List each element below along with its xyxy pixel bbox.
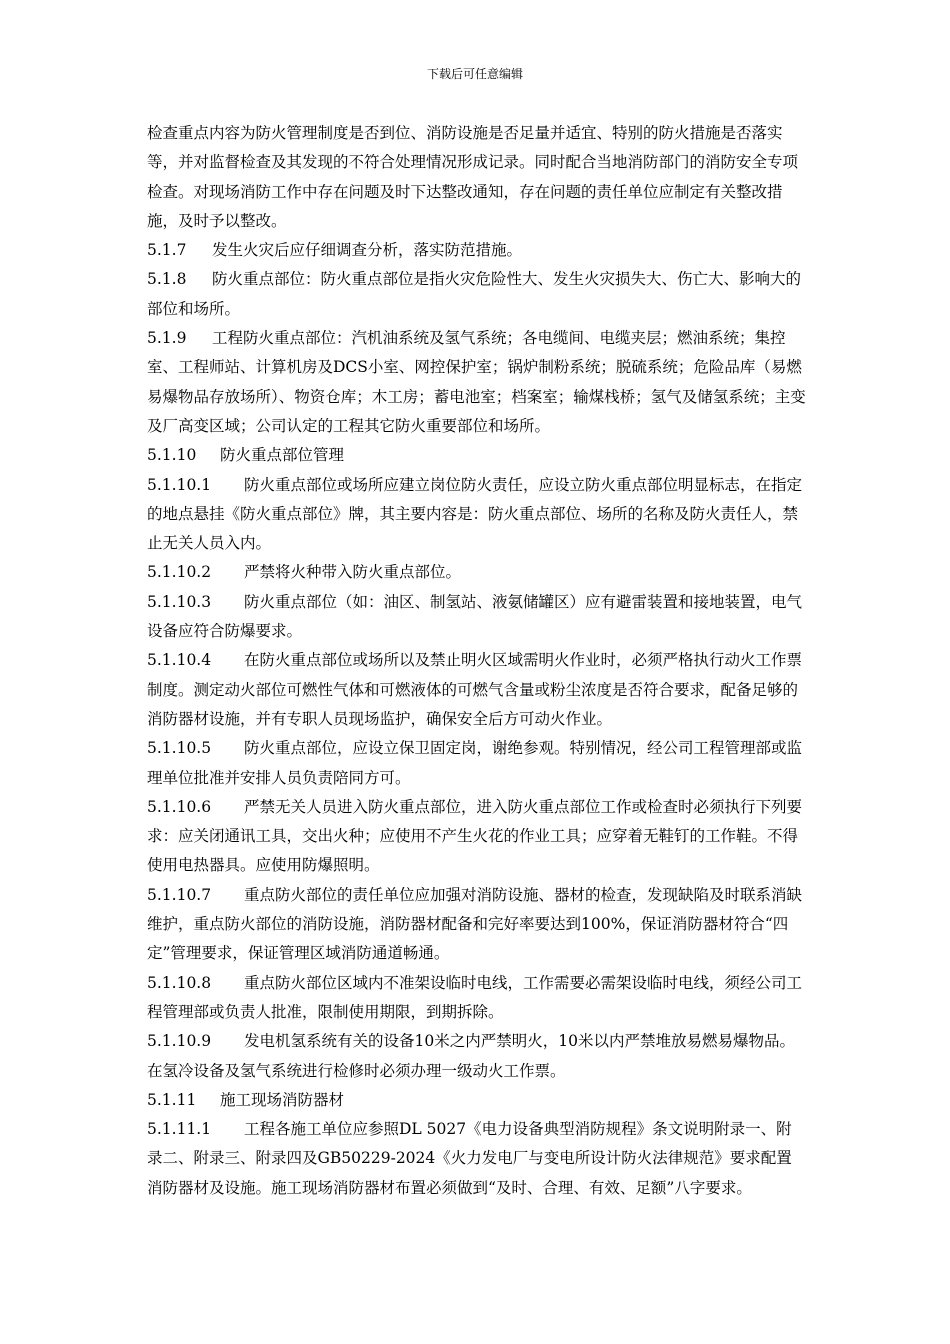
clause-text: 发生火灾后应仔细调查分析，落实防范措施。 <box>212 241 523 260</box>
clause-text: 在防火重点部位或场所以及禁止明火区域需明火作业时，必须严格执行动火工作票制度。测定动火部位可燃性气体和可燃液体的可燃气含量或粉尘浓度是否符合要求，配备足够的消防器材设施，并有专职人员现场监护，确保安全后方可动火作业。 <box>147 651 803 728</box>
clause-number: 5.1.11.1 <box>147 1120 212 1139</box>
clause <box>147 265 807 324</box>
clause <box>147 588 807 647</box>
clause-text: 防火重点部位：防火重点部位是指火灾危险性大、发生火灾损失大、伤亡大、影响大的部位和场所。 <box>147 270 802 318</box>
page-header: 下载后可任意编辑 <box>426 67 523 81</box>
clause <box>147 793 807 881</box>
clause-text: 重点防火部位区域内不准架设临时电线，工作需要必需架设临时电线，须经公司工程管理部或负责人批准，限制使用期限，到期拆除。 <box>147 973 803 1021</box>
clause-number: 5.1.7 <box>147 241 187 260</box>
clause <box>147 1115 807 1203</box>
clause-text: 防火重点部位或场所应建立岗位防火责任，应设立防火重点部位明显标志，在指定的地点悬挂《防火重点部位》牌，其主要内容是：防火重点部位、场所的名称及防火责任人，禁止无关人员入内。 <box>147 475 803 553</box>
clause-number: 5.1.10.8 <box>147 973 212 992</box>
paragraph-text: 检查重点内容为防火管理制度是否到位、消防设施是否足量并适宜、特别的防火措施是否落实等，并对监督检查及其发现的不符合处理情况形成记录。同时配合当地消防部门的消防安全专项检查。对现场消防工作中存在问题及时下达整改通知，存在问题的责任单位应制定有关整改措施，及时予以整改。 <box>147 124 799 230</box>
clause-number: 5.1.10.1 <box>147 475 212 494</box>
clause <box>147 558 807 587</box>
clause <box>147 734 807 793</box>
section-heading <box>147 441 807 470</box>
clause-text: 重点防火部位的责任单位应加强对消防设施、器材的检查，发现缺陷及时联系消缺维护，重点防火部位的消防设施，消防器材配备和完好率要达到100%，保证消防器材符合“四定”管理要求，保证管理区域消防通道畅通。 <box>147 885 803 963</box>
clause-number: 5.1.10.9 <box>147 1032 212 1051</box>
clause-text: 发电机氢系统有关的设备10米之内严禁明火，10米以内严禁堆放易燃易爆物品。在氢冷设备及氢气系统进行检修时必须办理一级动火工作票。 <box>147 1032 795 1080</box>
clause-text: 严禁将火种带入防火重点部位。 <box>244 563 462 582</box>
clause <box>147 646 807 734</box>
clause-number: 5.1.10.5 <box>147 739 212 758</box>
clause-number: 5.1.10.4 <box>147 651 212 670</box>
clause-number: 5.1.9 <box>147 329 187 348</box>
clause-text: 施工现场消防器材 <box>220 1090 345 1109</box>
clause-text: 防火重点部位（如：油区、制氢站、液氨储罐区）应有避雷装置和接地装置，电气设备应符合防爆要求。 <box>147 592 803 641</box>
clause-text: 防火重点部位管理 <box>220 446 345 465</box>
clause-number: 5.1.10.7 <box>147 885 212 904</box>
clause <box>147 969 807 1028</box>
clause-number: 5.1.11 <box>147 1090 197 1109</box>
clause <box>147 471 807 559</box>
document-body <box>147 119 807 1203</box>
section-heading <box>147 1086 807 1115</box>
clause-text: 工程各施工单位应参照DL 5027《电力设备典型消防规程》条文说明附录一、附录二、附录三、附录四及GB50229-2024《火力发电厂与变电所设计防火法律规范》要求配置消防器材及设施。施工现场消防器材布置必须做到“及时、合理、有效、足额”八字要求。 <box>147 1120 792 1197</box>
clause-number: 5.1.10 <box>147 446 197 465</box>
paragraph <box>147 119 807 236</box>
clause-text: 防火重点部位，应设立保卫固定岗，谢绝参观。特别情况，经公司工程管理部或监理单位批准并安排人员负责陪同方可。 <box>147 739 803 787</box>
clause <box>147 881 807 969</box>
clause <box>147 324 807 441</box>
clause-number: 5.1.10.6 <box>147 797 212 816</box>
clause-number: 5.1.8 <box>147 270 187 289</box>
clause-text: 严禁无关人员进入防火重点部位，进入防火重点部位工作或检查时必须执行下列要求：应关闭通讯工具，交出火种；应使用不产生火花的作业工具；应穿着无鞋钉的工作鞋。不得使用电热器具。应使用防爆照明。 <box>147 797 803 875</box>
clause-text: 工程防火重点部位：汽机油系统及氢气系统；各电缆间、电缆夹层；燃油系统；集控室、工程师站、计算机房及DCS小室、网控保护室；锅炉制粉系统；脱硫系统；危险品库（易燃易爆物品存放场所）、物资仓库；木工房；蓄电池室；档案室；输煤栈桥；氢气及储氢系统；主变及厂高变区域；公司认定的工程其它防火重要部位和场所。 <box>147 329 806 435</box>
clause <box>147 1027 807 1086</box>
clause-number: 5.1.10.2 <box>147 563 212 582</box>
clause-number: 5.1.10.3 <box>147 592 212 611</box>
clause <box>147 236 807 265</box>
